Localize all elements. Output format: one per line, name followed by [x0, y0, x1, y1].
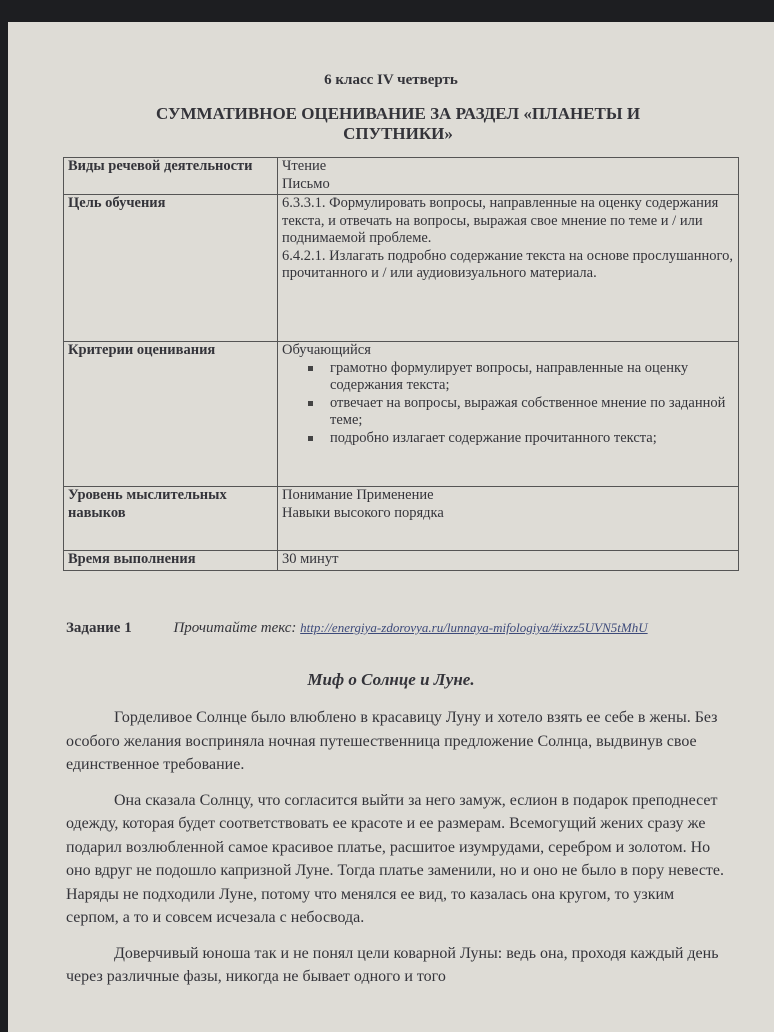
task-label: Задание 1: [66, 620, 132, 636]
row-value: [278, 487, 739, 551]
source-link[interactable]: http://energiya-zdorovya.ru/lunnaya-mifologiya/#ixzz5UVN5tMhU: [300, 620, 648, 635]
paragraph: Она сказала Солнцу, что согласится выйти за него замуж, еслион в подарок преподнесет одежду, которая будет соответствовать ее красоте и ее размерам. Всемогущий жених сразу же подарил возлюбленной самое красивое платье, расшитое изумрудами, серебром и золотом. Но оно вдруг не подошло капризной Луне. Тогда платье заменили, но и оно не было в пору невесте. Наряды не подходили Луне, потому что менялся ее вид, то казалась она кругом, то узким серпом, а то и совсем исчезала с небосвода.: [66, 791, 725, 926]
value-line: Письмо: [282, 175, 330, 192]
value-line: Чтение: [282, 158, 327, 174]
value-line: 6.4.2.1. Излагать подробно содержание текста на основе прослушанного, прочитанного и / или аудиовизуального материала.: [282, 247, 733, 281]
row-key: Критерии оценивания: [64, 342, 278, 487]
row-value: [278, 342, 739, 487]
row-value: [278, 158, 739, 195]
task-text: Прочитайте текс:: [173, 620, 297, 636]
paragraph: Горделивое Солнце было влюблено в красавицу Луну и хотело взять ее себе в жены. Без особого желания восприняла ночная путешественница предложение Солнца, выдвинув свое единственное требование.: [66, 709, 718, 773]
criteria-intro: Обучающийся: [282, 342, 371, 358]
task-instruction: [66, 618, 756, 638]
row-value: [278, 551, 739, 571]
row-key: Виды речевой деятельности: [64, 158, 278, 195]
list-item: грамотно формулирует вопросы, направленные на оценку содержания текста;: [330, 360, 734, 395]
row-value: [278, 195, 739, 342]
row-key: Цель обучения: [64, 195, 278, 342]
paragraph: Доверчивый юноша так и не понял цели коварной Луны: ведь она, проходя каждый день через различные фазы, никогда не бывает одного и того: [66, 944, 719, 985]
assessment-title: СУММАТИВНОЕ ОЦЕНИВАНИЕ ЗА РАЗДЕЛ «ПЛАНЕТЫ И СПУТНИКИ»: [155, 104, 641, 143]
assessment-spec-table: [63, 157, 739, 571]
list-item: отвечает на вопросы, выражая собственное мнение по заданной теме;: [330, 395, 734, 430]
criteria-list: [282, 360, 734, 448]
table-row: [64, 158, 739, 195]
table-row: [64, 195, 739, 342]
table-row: [64, 551, 739, 571]
value-line: 6.3.3.1. Формулировать вопросы, направленные на оценку содержания текста, и отвечать на вопросы, выражая свое мнение по теме и / или поднимаемой проблеме.: [282, 195, 719, 246]
document-page: [8, 22, 774, 1032]
story-title: Миф о Солнце и Луне.: [307, 670, 475, 689]
row-key: Время выполнения: [64, 551, 278, 571]
table-row: [64, 487, 739, 551]
value-line: 30 минут: [282, 551, 339, 567]
table-row: [64, 342, 739, 487]
grade-quarter-heading: 6 класс IV четверть: [324, 72, 458, 88]
value-line: Навыки высокого порядка: [282, 504, 444, 521]
story-text: [66, 706, 730, 1001]
list-item: подробно излагает содержание прочитанного текста;: [330, 430, 734, 448]
value-line: Понимание Применение: [282, 487, 434, 503]
row-key: Уровень мыслительных навыков: [64, 487, 278, 551]
